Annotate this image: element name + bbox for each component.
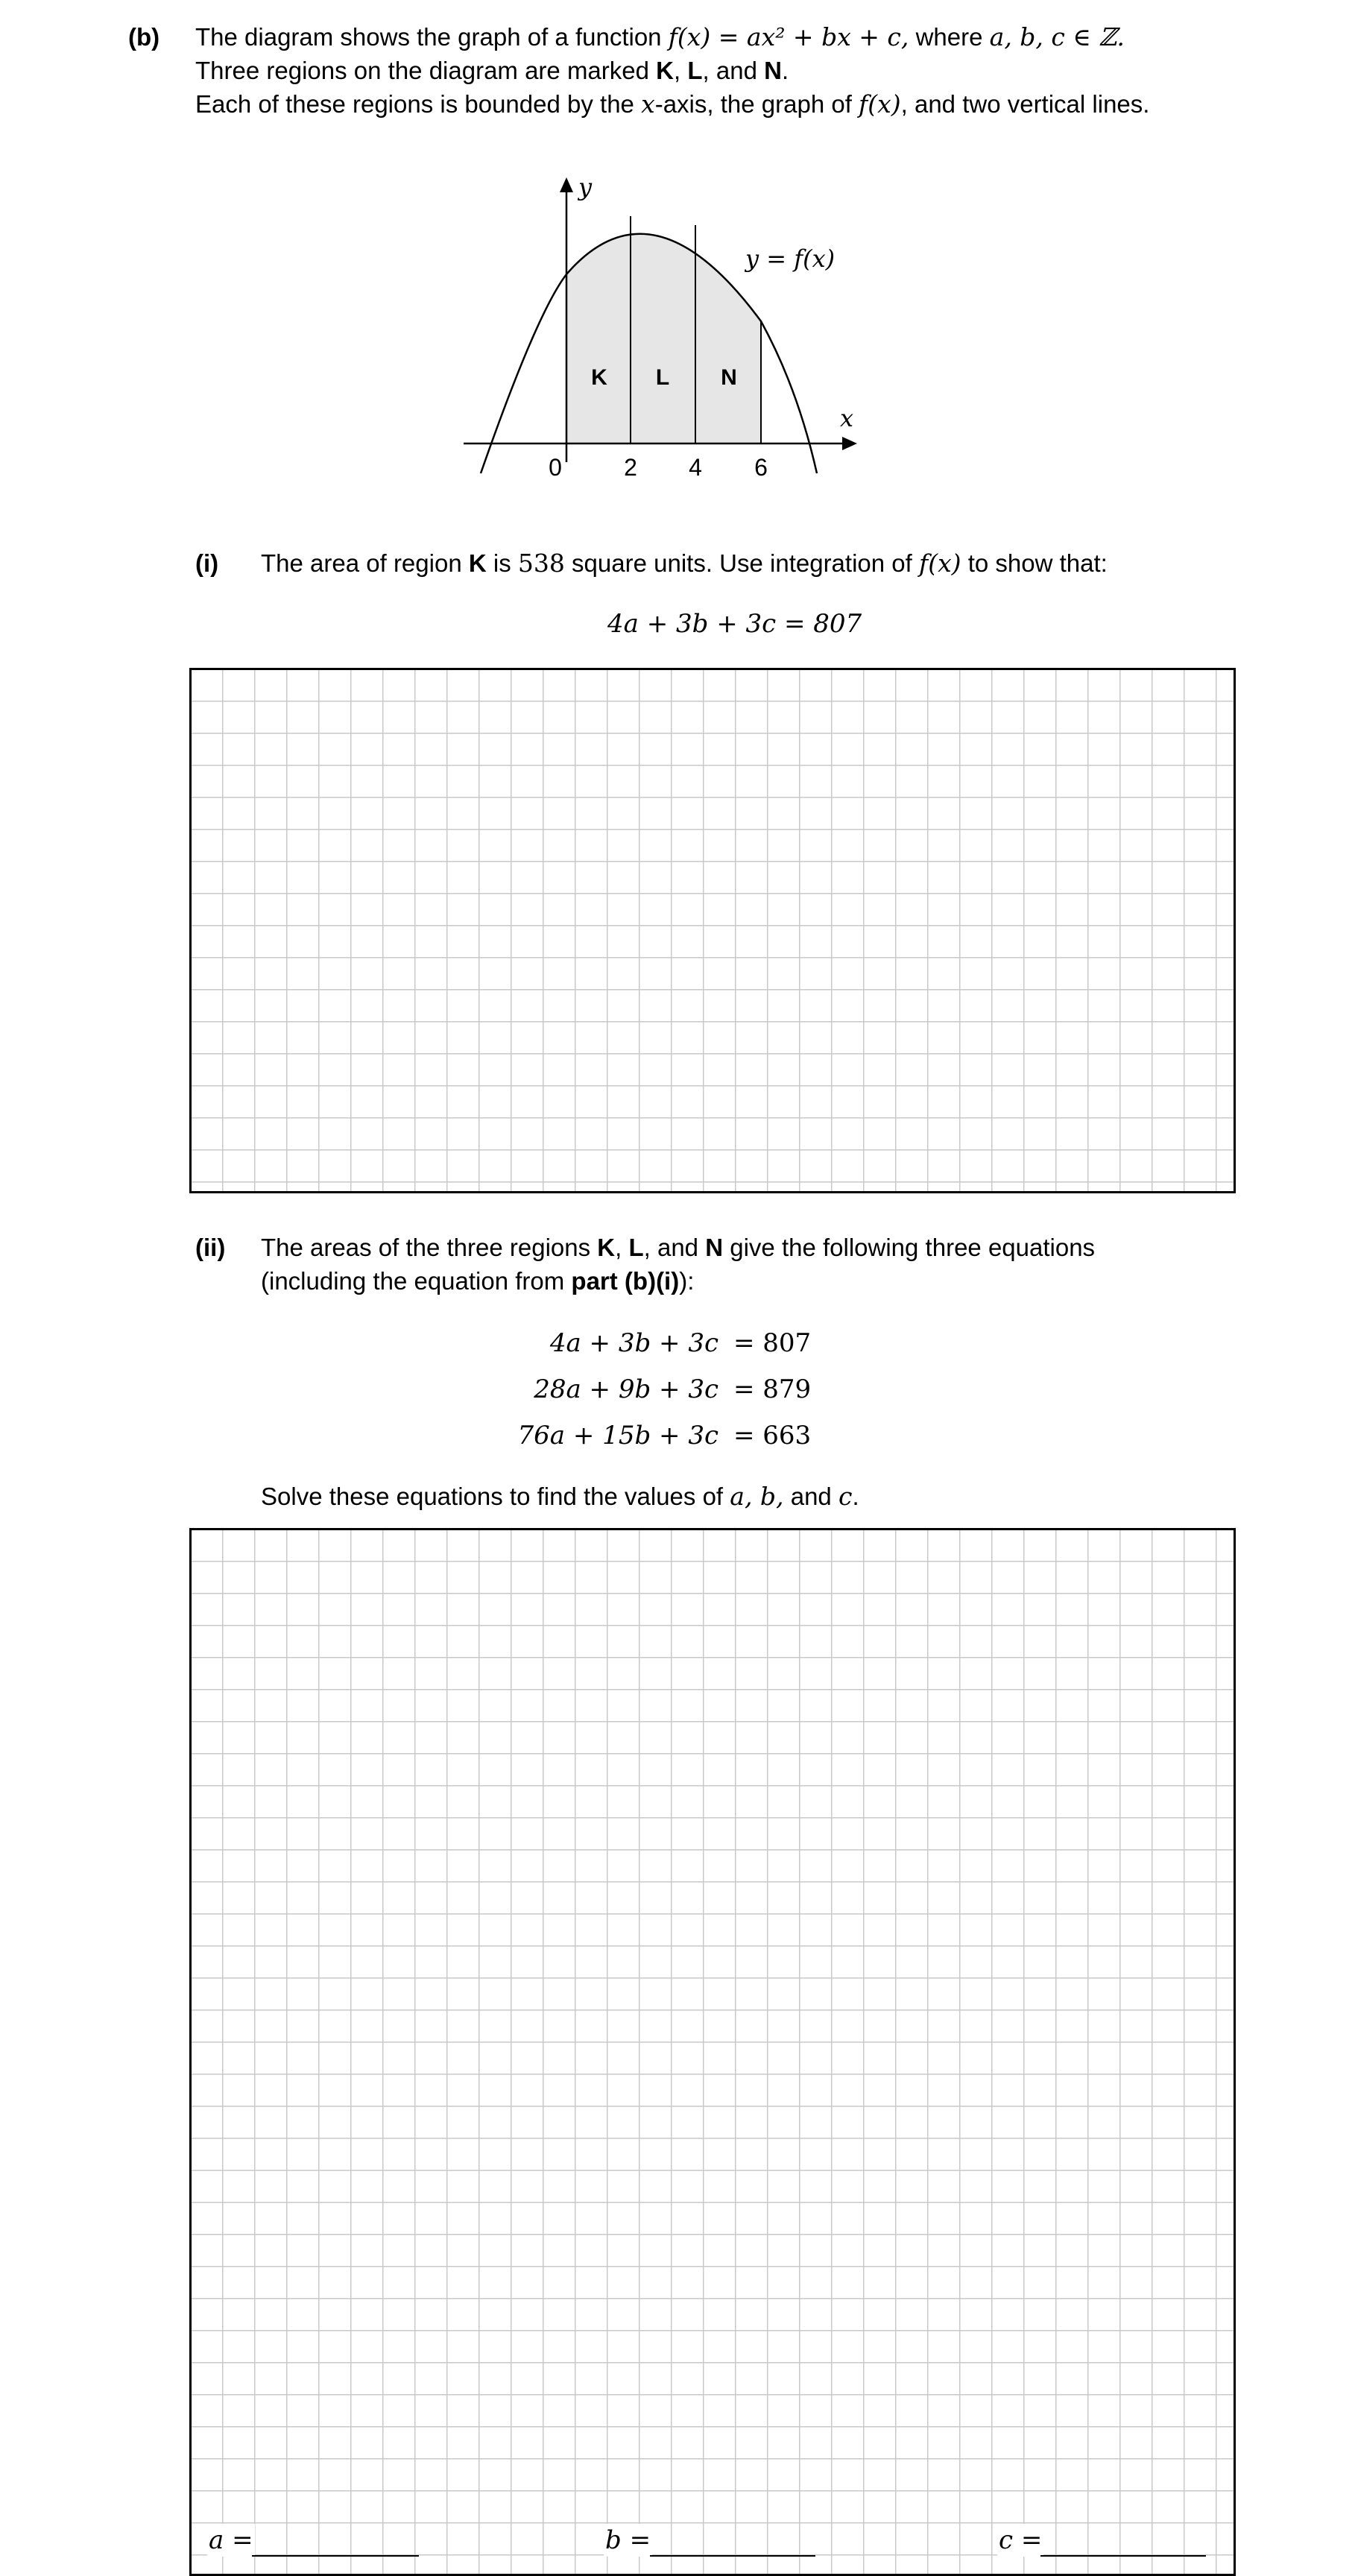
solve-end: . xyxy=(852,1483,859,1510)
part-i-label: (i) xyxy=(195,549,219,577)
sep: , and xyxy=(643,1234,699,1261)
answer-b-label: b = xyxy=(605,2525,651,2555)
answer-a-label: a = xyxy=(209,2525,253,2555)
tick-label-0: 0 xyxy=(549,454,562,481)
part-ii-line-2-start: (including the equation from xyxy=(261,1267,565,1295)
part-b-line-1 xyxy=(195,21,1125,54)
solve-instruction xyxy=(261,1480,859,1513)
part-b-line-3 xyxy=(195,88,1149,121)
function-definition: f(x) = ax² + bx + c, xyxy=(668,22,909,51)
part-i-start: The area of region xyxy=(261,549,462,577)
region-k-ref: K xyxy=(656,57,675,84)
curve-label: y = f(x) xyxy=(745,244,836,273)
period: . xyxy=(781,57,789,84)
equation-3-lhs: 76a + 15b + 3c xyxy=(517,1421,718,1450)
area-value: 538 xyxy=(517,549,565,578)
region-label-n: N xyxy=(721,365,737,390)
part-i-mid: is xyxy=(493,549,511,577)
part-i-equation: 4a + 3b + 3c = 807 xyxy=(607,609,862,639)
answer-c-field[interactable] xyxy=(1040,2555,1206,2557)
part-i-region: K xyxy=(468,549,487,577)
region-label-k: K xyxy=(591,365,607,390)
part-ii-k: K xyxy=(597,1234,616,1261)
x-axis-arrow xyxy=(842,437,857,450)
part-b-line-2 xyxy=(195,54,789,87)
part-ii-line-2 xyxy=(261,1265,694,1298)
solve-start: Solve these equations to find the values of xyxy=(261,1483,724,1510)
equation-1-rhs: = 807 xyxy=(733,1328,812,1358)
part-b-line-3-end: , and two vertical lines. xyxy=(900,90,1150,118)
sep: , and xyxy=(702,57,757,84)
part-b-line-2-text: Three regions on the diagram are marked xyxy=(195,57,649,84)
equation-1-lhs: 4a + 3b + 3c xyxy=(549,1328,718,1358)
part-i-units: square units. Use integration of xyxy=(572,549,912,577)
region-n-ref: N xyxy=(764,57,782,84)
part-b-line-1-text: The diagram shows the graph of a function xyxy=(195,23,662,51)
part-ii-n: N xyxy=(705,1234,724,1261)
part-b-where: where xyxy=(915,23,983,51)
part-ii-line-1-start: The areas of the three regions xyxy=(261,1234,591,1261)
region-label-l: L xyxy=(655,365,670,390)
y-axis-arrow xyxy=(560,177,573,192)
part-ii-ref: part (b)(i) xyxy=(571,1267,680,1295)
equation-2-rhs: = 879 xyxy=(733,1374,812,1404)
answer-grid-part-ii[interactable] xyxy=(189,1528,1236,2576)
parabola-diagram xyxy=(447,164,894,492)
solve-and: and xyxy=(790,1483,832,1510)
part-ii-line-1 xyxy=(261,1231,1095,1264)
x-var: x xyxy=(641,89,655,119)
part-i-text xyxy=(261,547,1108,580)
part-ii-line-1-end: give the following three equations xyxy=(730,1234,1096,1261)
x-axis-label: x xyxy=(840,404,854,432)
y-axis-label: y xyxy=(578,173,593,201)
equation-3-rhs: = 663 xyxy=(733,1421,812,1450)
answer-a-field[interactable] xyxy=(252,2555,419,2557)
part-ii-l: L xyxy=(628,1234,644,1261)
part-b-line-3-mid: -axis, the graph of xyxy=(654,90,852,118)
sep: , xyxy=(674,57,681,84)
part-i-fx: f(x) xyxy=(918,549,961,578)
part-i-end: to show that: xyxy=(967,549,1108,577)
part-ii-label: (ii) xyxy=(195,1234,226,1261)
part-ii-line-2-end: ): xyxy=(679,1267,695,1295)
tick-label-2: 2 xyxy=(624,454,637,481)
shaded-area xyxy=(566,234,761,443)
tick-label-6: 6 xyxy=(754,454,768,481)
equation-2-lhs: 28a + 9b + 3c xyxy=(534,1374,718,1404)
solve-vars: a, b, xyxy=(730,1482,784,1511)
answer-c-label: c = xyxy=(999,2525,1043,2555)
solve-c: c xyxy=(838,1482,853,1511)
answer-b-field[interactable] xyxy=(650,2555,815,2557)
sep: , xyxy=(615,1234,622,1261)
region-l-ref: L xyxy=(687,57,703,84)
part-b-label: (b) xyxy=(128,23,160,51)
answer-grid-part-i[interactable] xyxy=(189,668,1236,1193)
fx-ref: f(x) xyxy=(859,89,901,119)
integer-set: a, b, c ∈ ℤ. xyxy=(989,22,1125,51)
part-b-line-3-start: Each of these regions is bounded by the xyxy=(195,90,634,118)
tick-label-4: 4 xyxy=(689,454,702,481)
